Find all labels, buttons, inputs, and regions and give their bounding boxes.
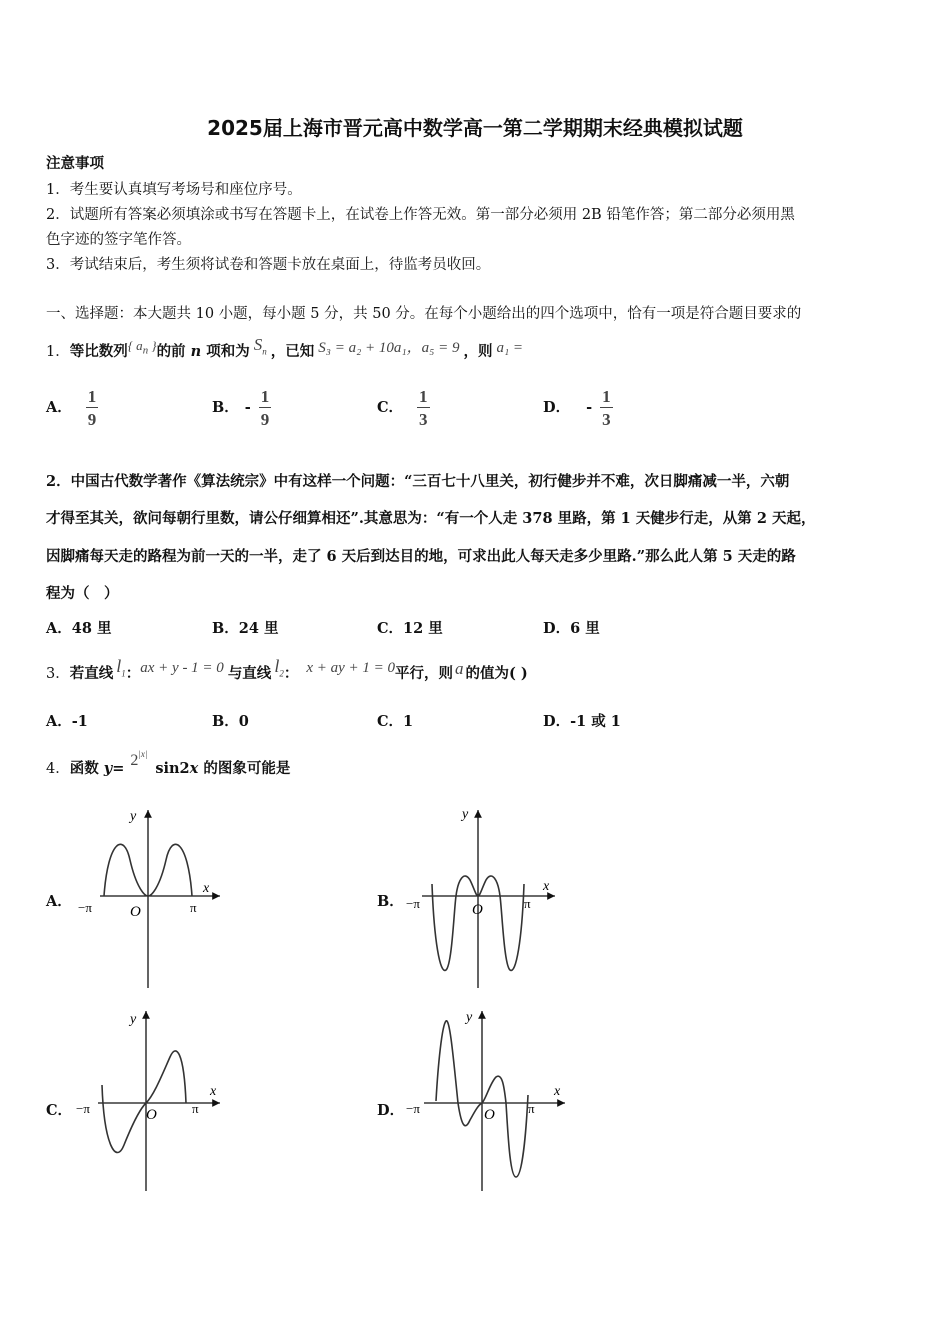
q3-option-a[interactable]: A．-1 (46, 713, 88, 730)
q3-a: a (455, 659, 464, 678)
q3-number: 3． (46, 666, 70, 682)
option-label: D． (543, 399, 571, 416)
y-label: y (130, 1012, 137, 1027)
fraction (86, 388, 99, 428)
x-label: x (543, 879, 550, 894)
q1-an: { a (127, 338, 143, 353)
x-label: x (203, 881, 210, 896)
q4-y: y (103, 760, 113, 777)
q3-text: 若直线 (69, 665, 114, 682)
q3-l1-sub: 1 (121, 668, 126, 679)
q1-sn-sub: n (262, 346, 267, 357)
q2-option-d[interactable]: D．6 里 (543, 620, 600, 637)
q4-option-b[interactable]: B． (377, 893, 404, 910)
q3-text: 平行，则 (395, 665, 454, 682)
notice-heading: 注意事项 (46, 155, 104, 172)
q1-text: ，已知 (270, 343, 315, 360)
option-label: B． (212, 399, 239, 416)
fraction (600, 388, 613, 428)
q2-line: 2．中国古代数学著作《算法统宗》中有这样一个问题：“三百七十八里关，初行健步并不难，次日脚痛减一半，六朝 (46, 473, 790, 490)
q4-text: 函数 (69, 760, 104, 777)
denominator: 3 (419, 410, 428, 429)
q4-text: 的图象可能是 (198, 760, 291, 777)
question-1 (46, 335, 524, 363)
q1-text: 的前 (156, 343, 191, 360)
notice-item: 色字迹的签字笔作答。 (46, 232, 191, 248)
q2-option-c[interactable]: C．12 里 (377, 620, 443, 637)
neg-pi-label: −π (78, 900, 92, 915)
q1-option-b[interactable] (212, 388, 271, 428)
q1-option-d[interactable] (543, 388, 613, 428)
q4-number: 4． (46, 761, 70, 777)
question-4 (46, 749, 291, 778)
page-title: 2025届上海市晋元高中数学高一第二学期期末经典模拟试题 (207, 116, 743, 140)
numerator: 1 (87, 387, 97, 406)
option-sign: - (244, 399, 251, 416)
q4-option-c[interactable]: C． (46, 1102, 73, 1119)
denominator: 9 (260, 410, 270, 429)
q4-base: 2 (130, 752, 139, 769)
option-label: A． (46, 399, 72, 416)
q1-a1: a₁ = (496, 340, 524, 356)
fraction (259, 388, 272, 428)
origin-label: O (146, 1107, 157, 1123)
neg-pi-label: −π (406, 1101, 420, 1116)
q1-text: 等比数列 (69, 343, 128, 360)
q3-colon: ： (125, 665, 141, 682)
q1-sn: S (253, 335, 263, 354)
q1-option-c[interactable] (377, 388, 430, 428)
numerator: 1 (260, 387, 270, 406)
q2-line: 程为（ ） (46, 585, 119, 602)
q4-exp: |x| (138, 749, 148, 759)
q1-an-close: } (148, 338, 157, 353)
q2-line: 才得至其关，欲问每朝行里数，请公仔细算相还”.其意思为：“有一个人走 378 里路，第 1 天健步行走，从第 2 天起， (46, 510, 816, 527)
notice-item: 3．考试结束后，考生须将试卷和答题卡放在桌面上，待监考员收回。 (46, 257, 491, 273)
function-curve (102, 1051, 186, 1153)
q3-option-d[interactable]: D．-1 或 1 (543, 713, 621, 730)
pi-label: π (528, 1101, 535, 1116)
denominator: 3 (602, 410, 611, 429)
q1-an-sub: n (142, 344, 149, 357)
numerator: 1 (602, 387, 611, 406)
q3-l2-sub: 2 (279, 668, 284, 679)
q2-option-a[interactable]: A．48 里 (46, 620, 112, 637)
q3-l2: l (274, 656, 280, 676)
q3-option-b[interactable]: B．0 (212, 713, 249, 730)
pi-label: π (190, 900, 197, 915)
fraction (417, 388, 430, 428)
q1-number: 1． (46, 344, 70, 360)
y-label: y (130, 809, 137, 824)
option-sign: - (586, 399, 593, 416)
x-label: x (210, 1084, 217, 1099)
q4-eqsign: = (112, 760, 125, 777)
q3-colon: ： (283, 665, 299, 682)
q3-text: 的值为( ) (465, 665, 528, 682)
y-label: y (462, 807, 469, 822)
pi-label: π (524, 896, 531, 911)
y-label: y (466, 1010, 473, 1025)
q3-text: 与直线 (227, 665, 272, 682)
q3-l1: l (116, 656, 122, 676)
x-label: x (554, 1084, 561, 1099)
notice-item: 1．考生要认真填写考场号和座位序号。 (46, 182, 302, 198)
option-label: C． (377, 399, 404, 416)
graph-b (400, 800, 570, 992)
q2-option-b[interactable]: B．24 里 (212, 620, 279, 637)
graph-d (400, 1005, 570, 1195)
neg-pi-label: −π (406, 896, 420, 911)
q3-option-c[interactable]: C．1 (377, 713, 414, 730)
question-3 (46, 656, 528, 685)
q2-line: 因脚痛每天走的路程为前一天的一半，走了 6 天后到达目的地，可求出此人每天走多少里路.”那么此人第 5 天走的路 (46, 548, 796, 565)
q4-option-a[interactable]: A． (46, 893, 72, 910)
graph-c (70, 1005, 230, 1195)
q1-equation: S₃ = a₂ + 10a₁，a₅ = 9 (318, 340, 460, 356)
denominator: 9 (87, 410, 97, 429)
q1-text: 项和为 (201, 343, 250, 360)
notice-item: 2．试题所有答案必须填涂或书写在答题卡上，在试卷上作答无效。第一部分必须用 2B 铅笔作答；第二部分必须用黑 (46, 207, 795, 223)
numerator: 1 (419, 387, 428, 406)
origin-label: O (472, 902, 483, 918)
q1-text: ，则 (463, 343, 493, 360)
q1-n: n (190, 343, 202, 360)
graph-a (70, 800, 230, 992)
q1-option-a[interactable] (46, 388, 98, 428)
q4-option-d[interactable]: D． (377, 1102, 405, 1119)
q4-text: sin2 (155, 760, 190, 777)
pi-label: π (192, 1101, 199, 1116)
neg-pi-label: −π (76, 1101, 90, 1116)
origin-label: O (130, 904, 141, 920)
q3-eq1: ax + y - 1 = 0 (140, 660, 224, 676)
q3-eq2: x + ay + 1 = 0 (306, 660, 396, 676)
origin-label: O (484, 1107, 495, 1123)
section-heading: 一、选择题：本大题共 10 小题，每小题 5 分，共 50 分。在每个小题给出的四个选项中，恰有一项是符合题目要求的 (46, 306, 802, 322)
q4-x: x (189, 760, 199, 777)
